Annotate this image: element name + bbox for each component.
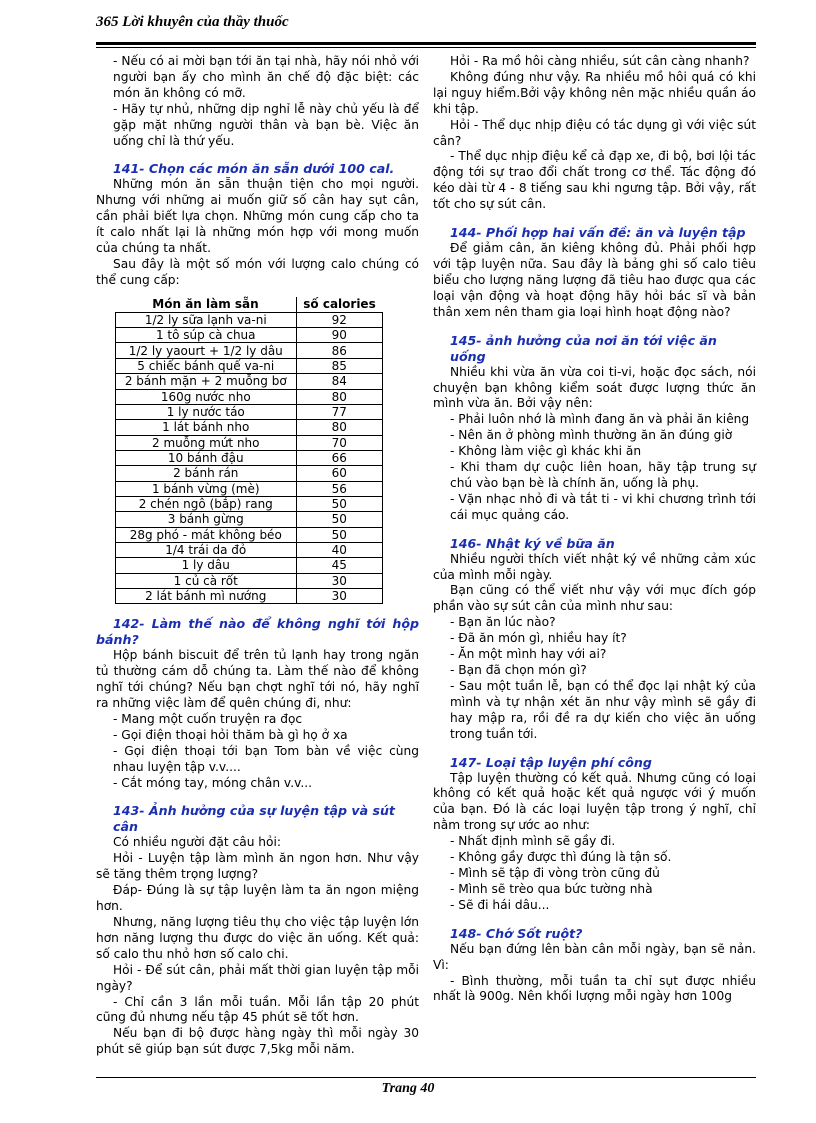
food-cell: 1 tô súp cà chua bbox=[116, 328, 297, 343]
list-item: - Phải luôn nhớ là mình đang ăn và phải ăn kiêng bbox=[450, 412, 750, 427]
food-cell: 28g phó - mát không béo bbox=[116, 527, 297, 542]
calorie-table-body bbox=[116, 312, 383, 604]
paragraph: Hỏi - Ra mồ hôi càng nhiều, sút cân càng nhanh? bbox=[450, 54, 750, 68]
food-cell: 2 bánh mặn + 2 muỗng bơ bbox=[116, 374, 297, 389]
list-item: - Ăn một mình hay với ai? bbox=[450, 647, 607, 662]
table-row bbox=[116, 328, 383, 343]
list-item: - Không gầy được thì đúng là tận số. bbox=[450, 850, 672, 865]
paragraph: Tập luyện thường có kết quả. Nhưng cũng có loại không có kết quả hoặc kết quả ngược với ý muốn của bạn. Đó là các loại luyện tập trong ý nghĩ, chỉ nằm trong sự ước ao như: bbox=[433, 770, 756, 833]
list-item: - Sau một tuần lễ, bạn có thể đọc lại nhật ký của mình và tự nhận xét ăn như vậy mình sẽ gầy đi hay mập ra, rồi đề ra dự kiến cho việc ăn uống trong tuần tới. bbox=[450, 678, 756, 741]
table-row bbox=[116, 404, 383, 419]
table-row bbox=[116, 558, 383, 573]
paragraph: Đáp- Đúng là sự tập luyện làm ta ăn ngon miệng hơn. bbox=[96, 883, 419, 914]
calorie-cell: 90 bbox=[296, 328, 383, 343]
section-142-title: 142- Làm thế nào để không nghĩ tới hộp bánh? bbox=[96, 616, 419, 648]
table-row bbox=[116, 527, 383, 542]
paragraph: - Thể dục nhịp điệu kể cả đạp xe, đi bộ, bơi lội tác động tới sự trao đổi chất trong cơ thể. Tác động đó kéo dài từ 4 - 8 tiếng sau khi ngưng tập. Bởi vậy, rất tốt cho sự sút cân. bbox=[433, 149, 756, 212]
list-item: - Mình sẽ tập đi vòng tròn cũng đủ bbox=[450, 865, 660, 880]
paragraph: Có nhiều người đặt câu hỏi: bbox=[113, 835, 281, 850]
paragraph: Để giảm cân, ăn kiêng không đủ. Phải phối hợp với tập luyện nữa. Sau đây là bảng ghi số calo tiêu biểu cho lượng năng lượng đã tiêu hao được qua các loại vận động và hoạt động hãy hỏi bác sĩ và bản thân xem nên tham gia loại hình hoạt động nào? bbox=[433, 241, 756, 319]
food-cell: 1/4 trái da đỏ bbox=[116, 542, 297, 557]
paragraph: Hỏi - Để sút cân, phải mất thời gian luyện tập mỗi ngày? bbox=[96, 962, 419, 993]
list-item: - Mang một cuốn truyện ra đọc bbox=[113, 711, 303, 726]
list-item: - Mình sẽ trèo qua bức tường nhà bbox=[450, 881, 653, 896]
section-146-title: 146- Nhật ký về bữa ăn bbox=[450, 535, 615, 551]
table-row bbox=[116, 420, 383, 435]
list-item: - Bạn đã chọn món gì? bbox=[450, 663, 587, 677]
list-item: - Cắt móng tay, móng chân v.v... bbox=[113, 775, 312, 790]
calorie-cell: 80 bbox=[296, 389, 383, 404]
paragraph: Hỏi - Thể dục nhịp điệu có tác dụng gì với việc sút cân? bbox=[433, 117, 756, 148]
intro-bullet: - Nếu có ai mời bạn tới ăn tại nhà, hãy nói nhỏ với người bạn ấy cho mình ăn chế độ đặc biệt: các món ăn không có mỡ. bbox=[113, 54, 419, 100]
calorie-cell: 56 bbox=[296, 481, 383, 496]
header-rule-thin bbox=[96, 47, 756, 48]
calorie-cell: 50 bbox=[296, 512, 383, 527]
calorie-cell: 70 bbox=[296, 435, 383, 450]
calorie-cell: 30 bbox=[296, 573, 383, 588]
table-row bbox=[116, 343, 383, 358]
list-item: - Vặn nhạc nhỏ đi và tắt ti - vi khi chương trình tới cái mục quảng cáo. bbox=[450, 491, 756, 522]
food-cell: 2 lát bánh mì nướng bbox=[116, 588, 297, 603]
food-cell: 5 chiếc bánh quế va-ni bbox=[116, 358, 297, 373]
calorie-cell: 80 bbox=[296, 420, 383, 435]
table-row bbox=[116, 435, 383, 450]
list-item: - Gọi điện thoại hỏi thăm bà gì họ ở xa bbox=[113, 727, 348, 742]
calorie-cell: 50 bbox=[296, 527, 383, 542]
section-144-title: 144- Phối hợp hai vấn đề: ăn và luyện tập bbox=[450, 225, 746, 241]
table-row bbox=[116, 389, 383, 404]
section-143-title: 143- Ảnh hưởng của sự luyện tập và sút cân bbox=[113, 803, 395, 835]
paragraph: Nếu bạn đi bộ được hàng ngày thì mỗi ngày 30 phút sẽ giúp bạn sút được 7,5kg mỗi năm. bbox=[96, 1026, 419, 1057]
food-cell: 1 ly nước táo bbox=[116, 404, 297, 419]
calorie-cell: 45 bbox=[296, 558, 383, 573]
calorie-cell: 60 bbox=[296, 466, 383, 481]
paragraph: Những món ăn sẵn thuận tiện cho mọi người. Nhưng với những ai muốn giữ số cân hay sụt cân, cần phải biết lựa chọn. Những món cung cấp cho ta ít calo nhất lại là những món hợp với mong muốn của chúng ta nhất. bbox=[96, 177, 419, 256]
table-row bbox=[116, 466, 383, 481]
list-item: - Nhất định mình sẽ gầy đi. bbox=[450, 834, 616, 849]
list-item: - Gọi điện thoại tới bạn Tom bàn về việc cùng nhau luyện tập v.v.... bbox=[113, 743, 419, 774]
paragraph: - Bình thường, mỗi tuần ta chỉ sụt được nhiều nhất là 900g. Nên khối lượng mỗi ngày hơn 100g bbox=[433, 973, 756, 1004]
calorie-cell: 86 bbox=[296, 343, 383, 358]
calorie-cell: 30 bbox=[296, 588, 383, 603]
table-row bbox=[116, 573, 383, 588]
calorie-cell: 84 bbox=[296, 374, 383, 389]
food-cell: 1 bánh vừng (mè) bbox=[116, 481, 297, 496]
table-row bbox=[116, 481, 383, 496]
calorie-cell: 40 bbox=[296, 542, 383, 557]
list-item: - Không làm việc gì khác khi ăn bbox=[450, 444, 642, 459]
table-row bbox=[116, 588, 383, 603]
list-item: - Sẽ đi hái dâu... bbox=[450, 897, 550, 912]
food-cell: 2 muỗng mứt nho bbox=[116, 435, 297, 450]
table-row bbox=[116, 374, 383, 389]
table-row bbox=[116, 496, 383, 511]
list-item: - Khi tham dự cuộc liên hoan, hãy tập trung sự chú vào bạn bè là chính ăn, uống là phụ. bbox=[450, 460, 756, 490]
running-header: 365 Lời khuyên của thầy thuốc bbox=[96, 14, 289, 30]
section-148-title: 148- Chớ Sốt ruột? bbox=[450, 925, 583, 941]
list-item: - Bạn ăn lúc nào? bbox=[450, 615, 556, 630]
food-cell: 2 chén ngô (bắp) rang bbox=[116, 496, 297, 511]
table-header-calories: số calories bbox=[296, 297, 383, 313]
food-cell: 1/2 ly yaourt + 1/2 ly dâu bbox=[116, 343, 297, 358]
food-cell: 2 bánh rán bbox=[116, 466, 297, 481]
table-header-food: Món ăn làm sẵn bbox=[116, 297, 297, 313]
section-147-title: 147- Loại tập luyện phí công bbox=[450, 754, 652, 770]
paragraph: Nhiều người thích viết nhật ký về những cảm xúc của mình mỗi ngày. bbox=[433, 551, 756, 582]
footer-rule bbox=[96, 1077, 756, 1078]
food-cell: 10 bánh đậu bbox=[116, 450, 297, 465]
food-cell: 160g nước nho bbox=[116, 389, 297, 404]
food-cell: 3 bánh gừng bbox=[116, 512, 297, 527]
table-row bbox=[116, 312, 383, 327]
list-item: - Đã ăn món gì, nhiều hay ít? bbox=[450, 631, 627, 646]
table-row bbox=[116, 450, 383, 465]
left-column bbox=[96, 54, 419, 1058]
paragraph: Không đúng như vậy. Ra nhiều mồ hôi quá có khi lại nguy hiểm.Bởi vậy không nên mặc nhiều quần áo khi tập. bbox=[433, 69, 756, 116]
food-cell: 1/2 ly sữa lạnh va-ni bbox=[116, 312, 297, 327]
section-145-title: 145- ảnh hưởng của nơi ăn tới việc ăn uống bbox=[450, 332, 717, 364]
calorie-table bbox=[115, 297, 383, 605]
table-row bbox=[116, 542, 383, 557]
table-row bbox=[116, 512, 383, 527]
paragraph: Nhưng, năng lượng tiêu thụ cho việc tập luyện lớn hơn năng lượng thu được do việc ăn uống. Kết quả: số calo thu nhỏ hơn số calo chi. bbox=[96, 915, 419, 961]
right-column bbox=[433, 54, 756, 1005]
calorie-cell: 66 bbox=[296, 450, 383, 465]
calorie-cell: 77 bbox=[296, 404, 383, 419]
calorie-cell: 92 bbox=[296, 312, 383, 327]
calorie-cell: 85 bbox=[296, 358, 383, 373]
paragraph: Bạn cũng có thể viết như vậy với mục đích góp phần vào sự sút cân của mình như sau: bbox=[433, 583, 756, 614]
calorie-cell: 50 bbox=[296, 496, 383, 511]
table-row bbox=[116, 358, 383, 373]
section-141-title: 141- Chọn các món ăn sẵn dưới 100 cal. bbox=[113, 161, 395, 177]
header-rule-thick bbox=[96, 42, 756, 45]
paragraph: - Chỉ cần 3 lần mỗi tuần. Mỗi lần tập 20 phút cũng đủ nhưng nếu tập 45 phút sẽ tốt hơn. bbox=[96, 994, 419, 1025]
list-item: - Nên ăn ở phòng mình thường ăn ăn đúng giờ bbox=[450, 428, 733, 443]
paragraph: Nếu bạn đứng lên bàn cân mỗi ngày, bạn sẽ nản. Vì: bbox=[433, 941, 756, 972]
paragraph: Hỏi - Luyện tập làm mình ăn ngon hơn. Như vậy sẽ tăng thêm trọng lượng? bbox=[96, 851, 419, 882]
intro-bullet: - Hãy tự nhủ, những dịp nghỉ lễ này chủ yếu là để gặp mặt những người thân và bạn bè. Việc ăn uống chỉ là thứ yếu. bbox=[113, 101, 419, 148]
paragraph: Sau đây là một số món với lượng calo chúng có thể cung cấp: bbox=[96, 256, 419, 287]
paragraph: Nhiều khi vừa ăn vừa coi ti-vi, hoặc đọc sách, nói chuyện bạn không kiểm soát được lượng thức ăn mình vừa ăn. Bởi vậy nên: bbox=[433, 364, 756, 411]
food-cell: 1 củ cà rốt bbox=[116, 573, 297, 588]
page-number: Trang 40 bbox=[381, 1081, 435, 1096]
paragraph: Hộp bánh biscuit để trên tủ lạnh hay trong ngăn tủ thường cám dỗ chúng ta. Làm thế nào để không nghĩ tới chúng? Nếu bạn chợt nghĩ tới nó, hãy nghĩ ra những việc làm để quên chúng đi, như: bbox=[96, 648, 419, 711]
food-cell: 1 lát bánh nho bbox=[116, 420, 297, 435]
food-cell: 1 ly dâu bbox=[116, 558, 297, 573]
